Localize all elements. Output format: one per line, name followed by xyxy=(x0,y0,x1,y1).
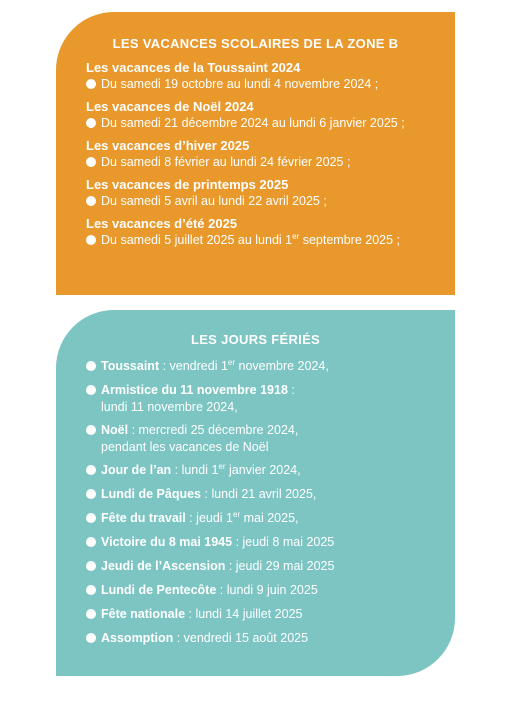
bullet-icon xyxy=(86,513,96,523)
public-holiday-date: jeudi 8 mai 2025 xyxy=(242,535,335,549)
public-holiday-item xyxy=(86,462,455,479)
public-holiday-date: janvier 2024, xyxy=(225,463,301,477)
public-holiday-line xyxy=(86,510,455,527)
holiday-dates-line xyxy=(86,115,455,132)
bullet-icon xyxy=(86,609,96,619)
public-holiday-date: mercredi 25 décembre 2024, xyxy=(138,423,299,437)
public-holiday-date: lundi 11 novembre 2024, xyxy=(101,400,238,414)
bullet-icon xyxy=(86,361,96,371)
public-holiday-item xyxy=(86,534,455,551)
holiday-heading: Les vacances d’hiver 2025 xyxy=(86,138,250,153)
bullet-icon xyxy=(86,235,96,245)
public-holidays-title: LES JOURS FÉRIÉS xyxy=(190,332,321,347)
holiday-dates: Du samedi 5 avril au lundi 22 avril 2025 ; xyxy=(101,194,327,208)
public-holiday-name: Victoire du 8 mai 1945 xyxy=(101,535,233,549)
public-holiday-item xyxy=(86,510,455,527)
public-holidays-panel xyxy=(56,310,455,676)
public-holiday-line xyxy=(86,358,455,375)
public-holiday-name: Assomption xyxy=(101,631,174,645)
public-holiday-name: Fête du travail xyxy=(101,511,186,525)
public-holiday-line xyxy=(86,486,455,503)
holiday-dates-part: septembre 2025 ; xyxy=(299,233,400,247)
public-holiday-item xyxy=(86,582,455,599)
public-holiday-name: Toussaint xyxy=(101,359,160,373)
public-holiday-item xyxy=(86,382,455,415)
bullet-icon xyxy=(86,196,96,206)
public-holiday-item xyxy=(86,358,455,375)
public-holiday-date: lundi 14 juillet 2025 xyxy=(195,607,303,621)
bullet-icon xyxy=(86,585,96,595)
bullet-icon xyxy=(86,118,96,128)
public-holiday-line xyxy=(86,630,455,647)
holiday-heading: Les vacances de printemps 2025 xyxy=(86,177,289,192)
superscript: er xyxy=(292,231,300,241)
public-holiday-item xyxy=(86,422,455,455)
separator: : xyxy=(201,487,212,501)
bullet-icon xyxy=(86,489,96,499)
public-holiday-line xyxy=(86,422,455,439)
separator: : xyxy=(159,359,170,373)
public-holiday-note: pendant les vacances de Noël xyxy=(101,440,269,454)
public-holiday-item xyxy=(86,558,455,575)
holiday-toussaint xyxy=(86,60,455,93)
public-holiday-line xyxy=(86,382,455,399)
holiday-printemps xyxy=(86,177,455,210)
public-holiday-date: vendredi 1 xyxy=(169,359,228,373)
public-holiday-date: lundi 9 juin 2025 xyxy=(226,583,318,597)
holiday-ete xyxy=(86,216,455,249)
public-holiday-date: lundi 1 xyxy=(181,463,219,477)
public-holiday-date: vendredi 15 août 2025 xyxy=(183,631,309,645)
school-holidays-panel xyxy=(56,12,455,295)
public-holiday-name: Armistice du 11 novembre 1918 xyxy=(101,383,288,397)
public-holiday-text xyxy=(101,606,303,623)
public-holiday-item xyxy=(86,630,455,647)
holiday-dates: Du samedi 19 octobre au lundi 4 novembre 2024 ; xyxy=(101,77,379,91)
superscript: er xyxy=(233,509,241,519)
school-holidays-title: LES VACANCES SCOLAIRES DE LA ZONE B xyxy=(112,36,399,51)
public-holiday-name: Lundi de Pâques xyxy=(101,487,202,501)
superscript: er xyxy=(227,357,236,367)
bullet-icon xyxy=(86,425,96,435)
bullet-icon xyxy=(86,561,96,571)
public-holiday-text xyxy=(101,358,329,375)
public-holiday-line xyxy=(86,534,455,551)
public-holiday-line xyxy=(86,582,455,599)
public-holiday-date: novembre 2024, xyxy=(235,359,329,373)
public-holiday-date: mai 2025, xyxy=(240,511,299,525)
public-holiday-text xyxy=(101,630,308,647)
public-holiday-date: jeudi 29 mai 2025 xyxy=(235,559,335,573)
public-holiday-item xyxy=(86,486,455,503)
superscript: er xyxy=(218,461,226,471)
separator: : xyxy=(216,583,227,597)
public-holiday-name: Jour de l’an xyxy=(101,463,172,477)
holiday-dates-part: Du samedi 5 juillet 2025 au lundi 1 xyxy=(101,233,293,247)
public-holiday-date: jeudi 1 xyxy=(196,511,234,525)
public-holiday-text xyxy=(101,510,299,527)
holiday-dates-line xyxy=(86,193,455,210)
public-holiday-text xyxy=(101,534,334,551)
bullet-icon xyxy=(86,537,96,547)
separator: : xyxy=(287,383,295,397)
holiday-heading: Les vacances de la Toussaint 2024 xyxy=(86,60,301,75)
holiday-heading: Les vacances d’été 2025 xyxy=(86,216,238,231)
public-holiday-name: Fête nationale xyxy=(101,607,186,621)
public-holiday-text xyxy=(101,382,295,399)
public-holiday-text xyxy=(101,558,334,575)
holiday-dates: Du samedi 8 février au lundi 24 février 2025 ; xyxy=(101,155,351,169)
holiday-dates-line xyxy=(86,232,455,249)
separator: : xyxy=(225,559,236,573)
holiday-noel xyxy=(86,99,455,132)
holiday-heading: Les vacances de Noël 2024 xyxy=(86,99,254,114)
bullet-icon xyxy=(86,79,96,89)
separator: : xyxy=(171,463,182,477)
holiday-hiver xyxy=(86,138,455,171)
holiday-dates-line xyxy=(86,76,455,93)
public-holiday-line xyxy=(86,462,455,479)
holiday-dates xyxy=(101,232,400,249)
public-holiday-name: Noël xyxy=(101,423,129,437)
public-holiday-text xyxy=(101,422,298,439)
holiday-dates-line xyxy=(86,154,455,171)
public-holiday-line xyxy=(86,606,455,623)
bullet-icon xyxy=(86,633,96,643)
public-holiday-text xyxy=(101,582,318,599)
bullet-icon xyxy=(86,157,96,167)
separator: : xyxy=(232,535,243,549)
public-holiday-text xyxy=(101,486,316,503)
public-holiday-text xyxy=(101,462,301,479)
bullet-icon xyxy=(86,465,96,475)
holiday-dates: Du samedi 21 décembre 2024 au lundi 6 janvier 2025 ; xyxy=(101,116,405,130)
public-holiday-line xyxy=(86,558,455,575)
separator: : xyxy=(128,423,139,437)
separator: : xyxy=(185,607,196,621)
public-holiday-date: lundi 21 avril 2025, xyxy=(211,487,317,501)
public-holiday-name: Jeudi de l’Ascension xyxy=(101,559,226,573)
bullet-icon xyxy=(86,385,96,395)
public-holiday-name: Lundi de Pentecôte xyxy=(101,583,217,597)
public-holiday-item xyxy=(86,606,455,623)
separator: : xyxy=(185,511,197,525)
separator: : xyxy=(173,631,184,645)
